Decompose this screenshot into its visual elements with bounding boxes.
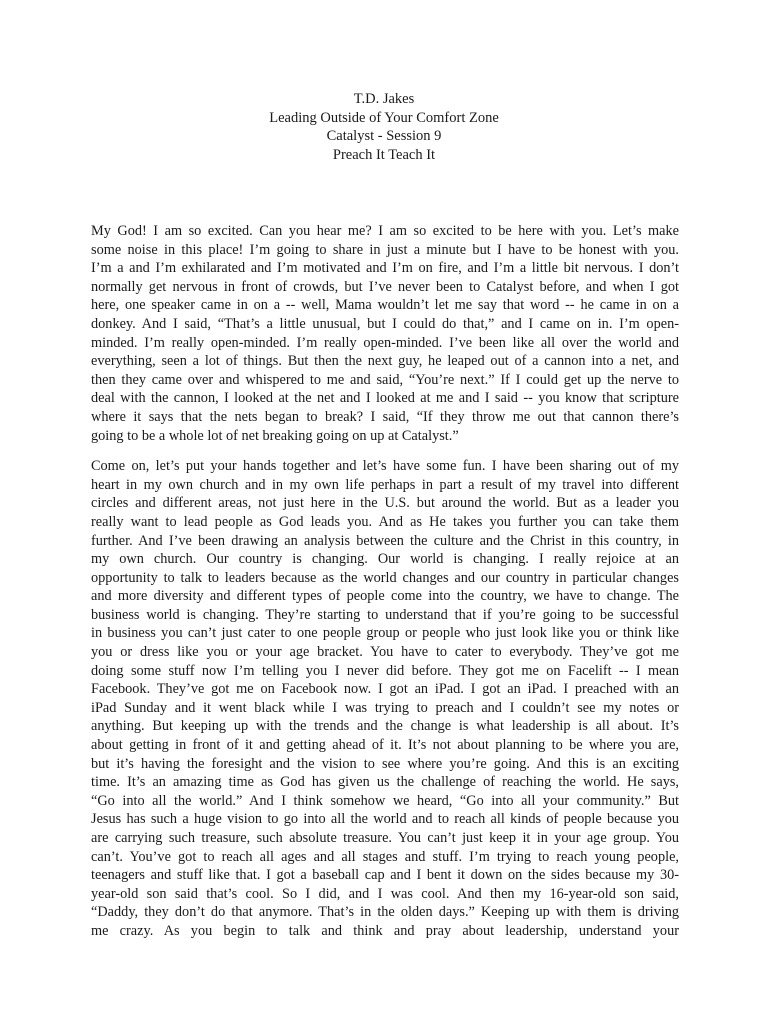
paragraph-line: business world is changing. They’re starting to understand that if you’re going to be successful bbox=[91, 606, 679, 623]
paragraph-line: heart in my own church and in my own life perhaps in part a result of my travel into different bbox=[91, 476, 679, 493]
series-label: Preach It Teach It bbox=[332, 146, 436, 163]
paragraph-line: teenagers and stuff like that. I got a baseball cap and I bent it down on the sides because my 30- bbox=[91, 867, 679, 884]
paragraph-line: further. And I’ve been drawing an analysis between the culture and the Christ in this country, in bbox=[91, 532, 679, 549]
paragraph-line: going to be a whole lot of net breaking going on up at Catalyst.” bbox=[91, 427, 459, 444]
paragraph-line: here, one speaker came in on a -- well, Mama wouldn’t let me say that word -- he came in on a bbox=[91, 297, 679, 314]
document-header bbox=[0, 90, 768, 164]
paragraph-line: year-old son said that’s cool. So I did, and I was cool. And then my 16-year-old son said, bbox=[91, 885, 679, 902]
paragraph-line: minded. I’m really open-minded. I’m really open-minded. I’ve been like all over the world and bbox=[91, 334, 679, 351]
paragraph-line: deal with the cannon, I looked at the net and I looked at me and I said -- you know that scripture bbox=[91, 390, 679, 407]
paragraph-line: doing some stuff now I’m telling you I never did before. They got me on Facelift -- I mean bbox=[91, 662, 679, 679]
paragraph-line: Jesus has such a huge vision to go into all the world and to reach all kinds of people because you bbox=[91, 811, 679, 828]
paragraph-line: circles and different areas, not just here in the U.S. but around the world. But as a leader you bbox=[91, 495, 679, 512]
paragraph-line: normally get nervous in front of crowds, but I’ve never been to Catalyst before, and when I got bbox=[91, 278, 679, 295]
paragraph-line: can’t. You’ve got to reach all ages and all stages and stuff. I’m trying to reach young people, bbox=[91, 848, 679, 865]
paragraph-line: anything. But keeping up with the trends and the change is what leadership is all about. It’s bbox=[91, 718, 679, 735]
paragraph-line: everything, seen a lot of things. But then the next guy, he leaped out of a cannon into a net, and bbox=[91, 353, 679, 370]
paragraph-line: My God! I am so excited. Can you hear me? I am so excited to be here with you. Let’s make bbox=[91, 223, 679, 239]
paragraph-line: really want to lead people as God leads you. And as He takes you further you can take them bbox=[91, 513, 679, 530]
paragraph-line: where it says that the nets began to break? I said, “If they throw me out that cannon there’s bbox=[91, 408, 679, 425]
paragraph-line: but it’s having the foresight and the vision to see where you’re going. And this is an exciting bbox=[91, 755, 679, 772]
paragraph-line: and more diversity and different types of people come into the country, we have to change. The bbox=[91, 588, 679, 605]
paragraph-line: Facebook. They’ve got me on Facebook now. I got an iPad. I got an iPad. I preached with an bbox=[91, 681, 679, 698]
session-label: Catalyst - Session 9 bbox=[326, 128, 442, 144]
paragraph-line: my own church. Our country is changing. Our world is changing. I really rejoice at an bbox=[91, 551, 679, 568]
body-paragraph bbox=[91, 222, 679, 445]
paragraph-line: some noise in this place! I’m going to share in just a minute but I have to be honest with you. bbox=[91, 241, 679, 258]
paragraph-line: “Go into all the world.” And I think somehow we heard, “Go into all your community.” But bbox=[91, 792, 679, 809]
paragraph-line: in business you can’t just cater to one people group or people who just look like you or think like bbox=[91, 625, 679, 642]
author-name: T.D. Jakes bbox=[353, 91, 415, 107]
paragraph-line: about getting in front of it and getting ahead of it. It’s not about planning to be where you are, bbox=[91, 737, 679, 754]
paragraph-line: opportunity to talk to leaders because as the world changes and our country in particular changes bbox=[91, 569, 679, 586]
document-title: Leading Outside of Your Comfort Zone bbox=[269, 109, 499, 126]
paragraph-line: iPad Sunday and it went black while I was trying to preach and I couldn’t see my notes or bbox=[91, 699, 679, 716]
paragraph-line: time. It’s an amazing time as God has given us the challenge of reaching the world. He says, bbox=[91, 774, 679, 791]
paragraph-line: you or dress like you or your age bracket. You have to cater to everybody. They’ve got me bbox=[91, 644, 679, 661]
paragraph-line: “Daddy, they don’t do that anymore. That’s in the olden days.” Keeping up with them is driving bbox=[91, 904, 679, 921]
paragraph-line: then they came over and whispered to me and said, “You’re next.” If I could get up the nerve to bbox=[91, 371, 679, 388]
body-paragraph bbox=[91, 457, 679, 940]
document-body bbox=[91, 222, 679, 953]
paragraph-line: are carrying such treasure, such absolute treasure. You can’t just keep it in your age group. You bbox=[91, 830, 679, 846]
paragraph-line: me crazy. As you begin to talk and think and pray about leadership, understand your bbox=[91, 922, 679, 939]
paragraph-line: donkey. And I said, “That’s a little unusual, but I could do that,” and I came on in. I’m open- bbox=[91, 315, 679, 332]
paragraph-line: I’m a and I’m exhilarated and I’m motivated and I’m on fire, and I’m a little bit nervous. I don’t bbox=[91, 260, 679, 277]
paragraph-line: Come on, let’s put your hands together and let’s have some fun. I have been sharing out of my bbox=[91, 458, 679, 475]
